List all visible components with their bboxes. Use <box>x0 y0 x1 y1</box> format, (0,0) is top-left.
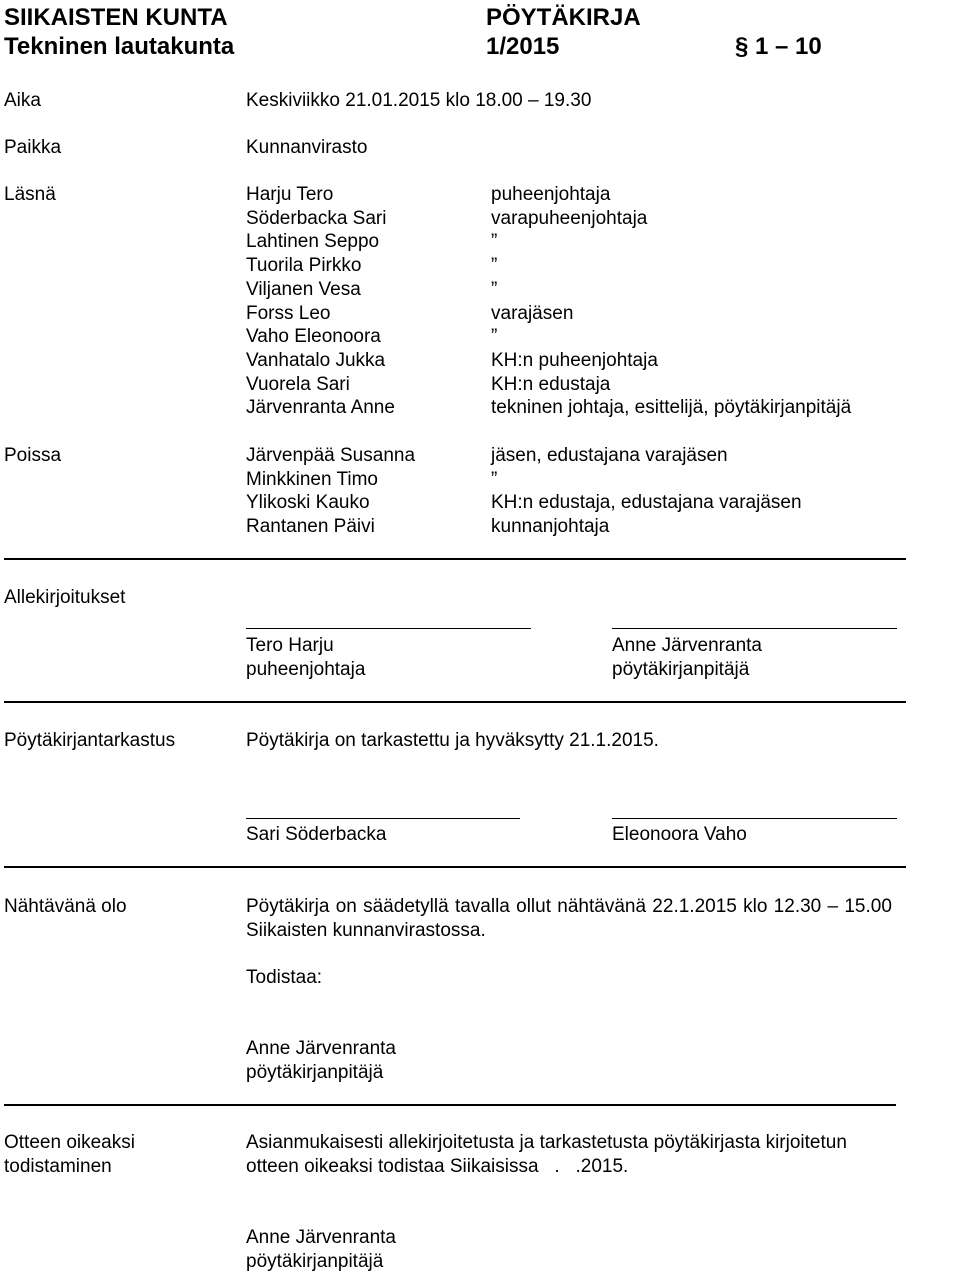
time-value: Keskiviikko 21.01.2015 klo 18.00 – 19.30 <box>246 90 592 111</box>
member-role: tekninen johtaja, esittelijä, pöytäkirjanpitäjä <box>491 397 852 419</box>
signature-line <box>246 628 531 629</box>
member-name: Söderbacka Sari <box>246 207 387 229</box>
member-role: ” <box>491 468 498 490</box>
display-text-line2: Siikaisten kunnanvirastossa. <box>246 920 486 941</box>
certify-label-line1: Otteen oikeaksi <box>4 1132 135 1153</box>
member-role: jäsen, edustajana varajäsen <box>491 445 728 466</box>
present-label: Läsnä <box>4 184 56 205</box>
certify-label-line2: todistaminen <box>4 1156 112 1177</box>
doc-number: 1/2015 <box>486 33 560 60</box>
org-name: SIIKAISTEN KUNTA <box>4 4 228 31</box>
chair-title: puheenjohtaja <box>246 659 366 680</box>
member-name: Lahtinen Seppo <box>246 231 380 253</box>
secretary-name: Anne Järvenranta <box>612 635 762 656</box>
place-label: Paikka <box>4 137 62 158</box>
member-name: Vanhatalo Jukka <box>246 349 386 371</box>
member-role: ” <box>491 326 498 348</box>
divider <box>4 866 906 868</box>
member-role: varapuheenjohtaja <box>491 207 648 229</box>
signatures-label: Allekirjoitukset <box>4 587 126 608</box>
display-label: Nähtävänä olo <box>4 896 127 917</box>
member-name: Rantanen Päivi <box>246 516 375 538</box>
member-role: ” <box>491 231 498 253</box>
divider <box>4 701 906 703</box>
doc-type: PÖYTÄKIRJA <box>486 4 641 31</box>
member-role: ” <box>491 278 498 300</box>
member-role: kunnanjohtaja <box>491 516 610 538</box>
member-name: Forss Leo <box>246 302 331 324</box>
display-signer-name: Anne Järvenranta <box>246 1038 396 1059</box>
member-role: KH:n puheenjohtaja <box>491 349 658 371</box>
chair-name: Tero Harju <box>246 635 334 656</box>
place-value: Kunnanvirasto <box>246 137 368 158</box>
member-name: Järvenranta Anne <box>246 397 395 419</box>
certify-signer-title: pöytäkirjanpitäjä <box>246 1251 384 1272</box>
absent-label: Poissa <box>4 445 62 466</box>
member-name: Vuorela Sari <box>246 373 350 395</box>
board-name: Tekninen lautakunta <box>4 33 235 60</box>
certify-text-line1: Asianmukaisesti allekirjoitetusta ja tarkastetusta pöytäkirjasta kirjoitetun <box>246 1132 847 1153</box>
member-name: Tuorila Pirkko <box>246 255 362 277</box>
member-name: Harju Tero <box>246 184 334 205</box>
signature-line <box>612 818 897 819</box>
member-role: varajäsen <box>491 302 574 324</box>
member-name: Ylikoski Kauko <box>246 492 370 514</box>
reviewer-2-name: Eleonoora Vaho <box>612 824 747 845</box>
signature-line <box>612 628 897 629</box>
divider <box>4 558 906 560</box>
review-text: Pöytäkirja on tarkastettu ja hyväksytty 21.1.2015. <box>246 730 659 751</box>
reviewer-1-name: Sari Söderbacka <box>246 824 387 845</box>
member-name: Minkkinen Timo <box>246 468 378 490</box>
time-label: Aika <box>4 90 41 111</box>
member-name: Viljanen Vesa <box>246 278 361 300</box>
member-role: KH:n edustaja, edustajana varajäsen <box>491 492 802 514</box>
section-range: § 1 – 10 <box>735 33 822 60</box>
certify-signer-name: Anne Järvenranta <box>246 1227 396 1248</box>
attest-label: Todistaa: <box>246 967 323 988</box>
review-label: Pöytäkirjantarkastus <box>4 730 176 751</box>
certify-text-line2: otteen oikeaksi todistaa Siikaisissa . .2015. <box>246 1156 629 1177</box>
member-role: puheenjohtaja <box>491 184 611 205</box>
member-role: KH:n edustaja <box>491 373 611 395</box>
divider <box>4 1104 896 1106</box>
signature-line <box>246 818 520 819</box>
member-name: Järvenpää Susanna <box>246 445 416 466</box>
display-signer-title: pöytäkirjanpitäjä <box>246 1062 384 1083</box>
secretary-title: pöytäkirjanpitäjä <box>612 659 750 680</box>
member-role: ” <box>491 255 498 277</box>
member-name: Vaho Eleonoora <box>246 326 381 348</box>
display-text-line1: Pöytäkirja on säädetyllä tavalla ollut nähtävänä 22.1.2015 klo 12.30 – 15.00 <box>246 896 892 917</box>
